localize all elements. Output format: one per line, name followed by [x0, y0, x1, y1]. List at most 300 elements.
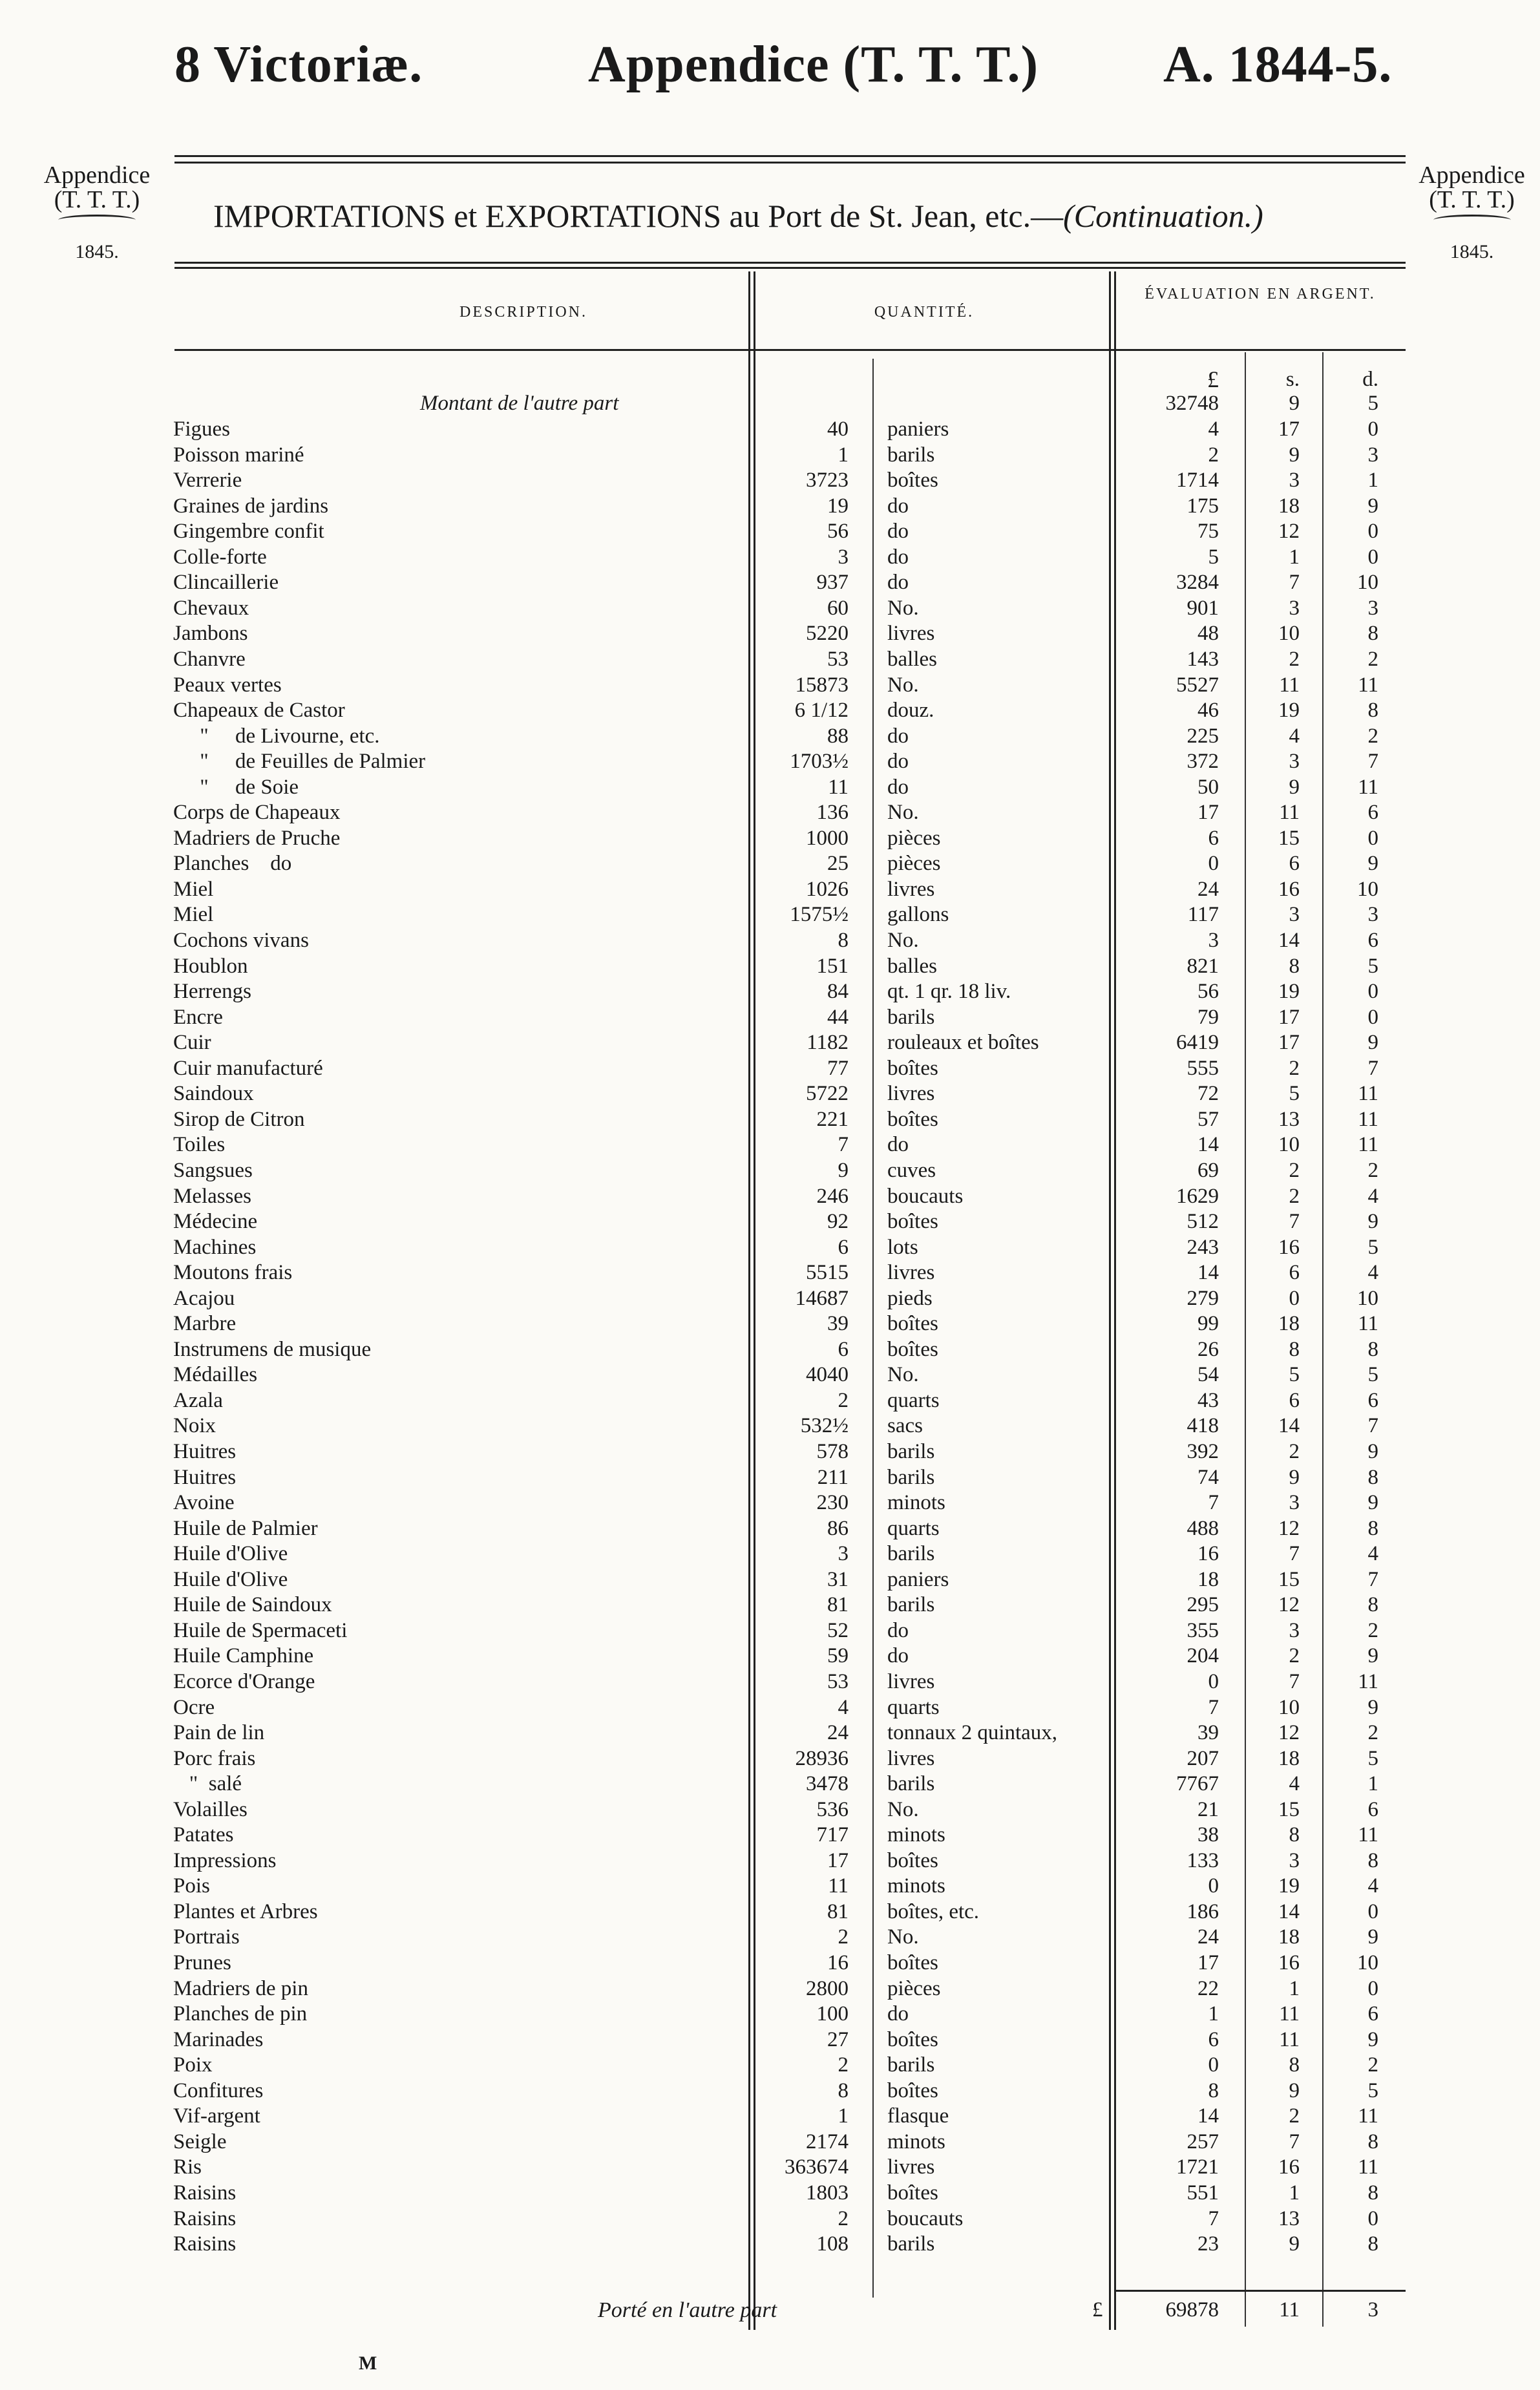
row-pounds: 22 [1197, 1976, 1219, 2000]
row-pounds: 0 [1208, 852, 1219, 876]
row-pence: 5 [1367, 2078, 1378, 2102]
row-description: Machines [173, 1235, 257, 1259]
row-quantity: 53 [827, 647, 849, 671]
row-pence: 4 [1367, 1542, 1378, 1566]
carry-out-pounds: 69878 [1165, 2298, 1219, 2321]
row-pence: 9 [1367, 2027, 1378, 2051]
row-description: Ocre [173, 1695, 215, 1719]
row-pounds: 204 [1187, 1644, 1219, 1668]
row-description: Huile de Saindoux [173, 1593, 332, 1617]
row-quantity: 4 [838, 1695, 849, 1719]
row-unit: pièces [887, 1976, 941, 2000]
row-pence: 5 [1367, 1746, 1378, 1770]
row-pounds: 207 [1187, 1746, 1219, 1770]
row-shillings: 18 [1278, 1746, 1300, 1770]
row-quantity: 19 [827, 494, 849, 518]
row-pounds: 24 [1197, 877, 1219, 901]
row-quantity: 11 [828, 775, 849, 799]
row-description: Huitres [173, 1465, 237, 1489]
row-shillings: 2 [1289, 1440, 1300, 1463]
row-unit: livres [887, 877, 935, 901]
row-pence: 11 [1358, 1312, 1378, 1336]
row-quantity: 17 [827, 1848, 849, 1872]
row-pounds: 117 [1187, 903, 1219, 927]
row-pence: 3 [1367, 596, 1378, 620]
row-quantity: 151 [816, 954, 849, 978]
row-quantity: 92 [827, 1210, 849, 1234]
row-quantity: 2174 [806, 2130, 849, 2153]
row-unit: cuves [887, 1158, 936, 1182]
header-appendix: Appendice (T. T. T.) [588, 36, 1039, 93]
row-description: " de Feuilles de Palmier [173, 750, 426, 774]
row-pounds: 175 [1187, 494, 1219, 518]
carry-in-pence: 5 [1367, 392, 1378, 415]
row-shillings: 18 [1278, 1312, 1300, 1336]
row-quantity: 25 [827, 852, 849, 876]
row-shillings: 6 [1289, 852, 1300, 876]
table-row [0, 1286, 1540, 1312]
row-quantity: 536 [816, 1797, 849, 1821]
row-pounds: 14 [1197, 1133, 1219, 1157]
row-pence: 11 [1358, 775, 1378, 799]
row-description: Seigle [173, 2130, 227, 2153]
row-description: Planches do [173, 852, 292, 876]
row-description: Confitures [173, 2078, 264, 2102]
row-pence: 8 [1367, 1465, 1378, 1489]
row-shillings: 17 [1278, 418, 1300, 441]
row-shillings: 15 [1278, 1567, 1300, 1591]
table-row [0, 1209, 1540, 1235]
row-unit: boîtes [887, 1107, 938, 1131]
row-quantity: 6 [838, 1337, 849, 1361]
row-description: Pois [173, 1874, 210, 1898]
row-description: Azala [173, 1388, 223, 1412]
row-quantity: 221 [816, 1107, 849, 1131]
row-unit: livres [887, 1261, 935, 1285]
row-description: Saindoux [173, 1082, 254, 1106]
unit-pounds: £ [1207, 366, 1219, 392]
row-pence: 2 [1367, 2053, 1378, 2077]
table-row [0, 902, 1540, 928]
table-row [0, 2078, 1540, 2104]
row-pence: 8 [1367, 1848, 1378, 1872]
row-shillings: 19 [1278, 980, 1300, 1004]
row-pence: 3 [1367, 443, 1378, 467]
row-unit: barils [887, 2053, 935, 2077]
row-shillings: 3 [1289, 469, 1300, 492]
row-description: Médailles [173, 1363, 258, 1387]
side-note-code: (T. T. T.) [54, 186, 140, 213]
row-unit: pieds [887, 1286, 933, 1310]
row-unit: do [887, 750, 909, 774]
table-row [0, 800, 1540, 826]
row-shillings: 6 [1289, 1261, 1300, 1285]
row-description: Huile Camphine [173, 1644, 314, 1668]
row-pence: 8 [1367, 622, 1378, 646]
row-shillings: 14 [1278, 1899, 1300, 1923]
side-note-label: Appendice [43, 162, 151, 189]
table-row [0, 2181, 1540, 2206]
row-pence: 1 [1367, 1772, 1378, 1796]
row-quantity: 1 [838, 2104, 849, 2128]
row-description: Huile d'Olive [173, 1542, 288, 1566]
row-shillings: 11 [1279, 2002, 1300, 2026]
currency-units-row [0, 367, 1540, 393]
row-quantity: 1803 [806, 2181, 849, 2205]
side-note-label: Appendice [1419, 162, 1525, 189]
table-row [0, 2002, 1540, 2027]
table-row [0, 519, 1540, 545]
table-row [0, 1797, 1540, 1823]
row-pence: 9 [1367, 1695, 1378, 1719]
table-row [0, 826, 1540, 852]
table-row [0, 1899, 1540, 1925]
row-quantity: 5722 [806, 1082, 849, 1106]
row-quantity: 1703½ [790, 750, 849, 774]
row-description: " de Livourne, etc. [173, 724, 380, 748]
table-row [0, 596, 1540, 622]
row-quantity: 1000 [806, 826, 849, 850]
side-note-left [29, 163, 165, 264]
row-unit: do [887, 1618, 909, 1642]
row-quantity: 53 [827, 1669, 849, 1693]
row-quantity: 88 [827, 724, 849, 748]
row-description: " salé [173, 1772, 242, 1796]
row-shillings: 2 [1289, 1056, 1300, 1080]
row-unit: do [887, 2002, 909, 2026]
row-description: Toiles [173, 1133, 226, 1157]
table-row [0, 1005, 1540, 1031]
row-unit: barils [887, 1440, 935, 1463]
row-unit: No. [887, 1925, 919, 1949]
row-pence: 11 [1358, 1823, 1378, 1847]
row-pounds: 99 [1197, 1312, 1219, 1336]
row-pence: 11 [1358, 1107, 1378, 1131]
table-row [0, 2027, 1540, 2053]
row-description: Graines de jardins [173, 494, 329, 518]
table-row [0, 1081, 1540, 1107]
row-pounds: 18 [1197, 1567, 1219, 1591]
table-row [0, 545, 1540, 571]
row-unit: boîtes [887, 469, 938, 492]
row-unit: barils [887, 1005, 935, 1029]
row-pence: 9 [1367, 1491, 1378, 1515]
row-quantity: 5515 [806, 1261, 849, 1285]
table-row [0, 698, 1540, 724]
row-shillings: 3 [1289, 903, 1300, 927]
row-shillings: 6 [1289, 1388, 1300, 1412]
row-quantity: 31 [827, 1567, 849, 1591]
row-unit: boîtes [887, 1210, 938, 1234]
table-row [0, 1823, 1540, 1848]
row-pounds: 488 [1187, 1516, 1219, 1540]
row-quantity: 86 [827, 1516, 849, 1540]
row-pounds: 1 [1208, 2002, 1219, 2026]
row-shillings: 11 [1279, 801, 1300, 825]
header-rule-top-2 [174, 267, 1406, 269]
row-shillings: 7 [1289, 571, 1300, 595]
row-pence: 4 [1367, 1874, 1378, 1898]
row-quantity: 1575½ [790, 903, 849, 927]
table-row [0, 1618, 1540, 1644]
row-shillings: 12 [1278, 1721, 1300, 1745]
row-pounds: 23 [1197, 2232, 1219, 2256]
row-quantity: 100 [816, 2002, 849, 2026]
row-pence: 0 [1367, 545, 1378, 569]
row-pounds: 243 [1187, 1235, 1219, 1259]
row-quantity: 8 [838, 2078, 849, 2102]
table-row [0, 494, 1540, 520]
row-quantity: 2800 [806, 1976, 849, 2000]
row-quantity: 2 [838, 2053, 849, 2077]
row-pounds: 69 [1197, 1158, 1219, 1182]
row-unit: do [887, 775, 909, 799]
row-pounds: 7767 [1176, 1772, 1219, 1796]
table-row [0, 1771, 1540, 1797]
row-quantity: 24 [827, 1721, 849, 1745]
row-pence: 0 [1367, 826, 1378, 850]
row-shillings: 19 [1278, 699, 1300, 723]
row-pence: 11 [1358, 673, 1378, 697]
row-unit: boîtes, etc. [887, 1899, 980, 1923]
row-shillings: 1 [1289, 2181, 1300, 2205]
table-row [0, 1567, 1540, 1593]
row-description: Melasses [173, 1184, 251, 1208]
row-shillings: 14 [1278, 929, 1300, 952]
row-description: Noix [173, 1414, 216, 1438]
row-description: Jambons [173, 622, 248, 646]
row-shillings: 17 [1278, 1005, 1300, 1029]
row-pence: 4 [1367, 1184, 1378, 1208]
row-unit: livres [887, 1669, 935, 1693]
table-row [0, 647, 1540, 673]
row-unit: quarts [887, 1516, 940, 1540]
table-row [0, 1669, 1540, 1695]
row-quantity: 8 [838, 929, 849, 952]
row-quantity: 1 [838, 443, 849, 467]
row-quantity: 717 [816, 1823, 849, 1847]
table-row [0, 1413, 1540, 1439]
row-quantity: 81 [827, 1899, 849, 1923]
row-unit: boîtes [887, 2027, 938, 2051]
row-pence: 9 [1367, 1925, 1378, 1949]
row-quantity: 3 [838, 545, 849, 569]
row-pence: 8 [1367, 2181, 1378, 2205]
row-pounds: 16 [1197, 1542, 1219, 1566]
row-quantity: 1026 [806, 877, 849, 901]
row-shillings: 9 [1289, 1465, 1300, 1489]
row-unit: do [887, 1133, 909, 1157]
row-pence: 0 [1367, 418, 1378, 441]
row-unit: paniers [887, 1567, 949, 1591]
table-row [0, 1490, 1540, 1516]
row-pounds: 17 [1197, 1951, 1219, 1974]
side-note-year: 1845. [75, 241, 119, 262]
row-unit: do [887, 1644, 909, 1668]
row-pence: 9 [1367, 1644, 1378, 1668]
row-pounds: 3284 [1176, 571, 1219, 595]
table-row [0, 2155, 1540, 2181]
carry-out-row [0, 2298, 1540, 2323]
row-description: Pain de lin [173, 1721, 265, 1745]
row-description: Acajou [173, 1286, 235, 1310]
row-description: Cochons vivans [173, 929, 309, 952]
row-pence: 2 [1367, 1721, 1378, 1745]
row-pounds: 79 [1197, 1005, 1219, 1029]
row-shillings: 11 [1279, 673, 1300, 697]
row-pounds: 7 [1208, 1491, 1219, 1515]
row-pounds: 551 [1187, 2181, 1219, 2205]
row-pence: 11 [1358, 1133, 1378, 1157]
row-unit: paniers [887, 418, 949, 441]
row-shillings: 2 [1289, 2104, 1300, 2128]
row-pounds: 14 [1197, 2104, 1219, 2128]
side-note-code: (T. T. T.) [1429, 186, 1515, 213]
row-quantity: 2 [838, 1925, 849, 1949]
table-row [0, 2104, 1540, 2130]
row-pence: 6 [1367, 2002, 1378, 2026]
row-unit: boîtes [887, 1848, 938, 1872]
row-pounds: 1721 [1176, 2155, 1219, 2179]
row-description: Vif-argent [173, 2104, 260, 2128]
row-unit: barils [887, 1593, 935, 1617]
row-quantity: 3478 [806, 1772, 849, 1796]
row-pounds: 392 [1187, 1440, 1219, 1463]
table-row [0, 1362, 1540, 1388]
row-description: Sirop de Citron [173, 1107, 305, 1131]
table-row [0, 570, 1540, 596]
table-row [0, 1592, 1540, 1618]
row-shillings: 4 [1289, 724, 1300, 748]
row-quantity: 246 [816, 1184, 849, 1208]
table-row [0, 1388, 1540, 1414]
row-shillings: 4 [1289, 1772, 1300, 1796]
carry-in-label: Montant de l'autre part [420, 392, 619, 415]
row-pence: 2 [1367, 724, 1378, 748]
row-description: Raisins [173, 2232, 237, 2256]
row-pence: 5 [1367, 1363, 1378, 1387]
row-pounds: 48 [1197, 622, 1219, 646]
row-shillings: 3 [1289, 1618, 1300, 1642]
row-pounds: 43 [1197, 1388, 1219, 1412]
row-pence: 8 [1367, 1516, 1378, 1540]
row-description: Instrumens de musique [173, 1337, 372, 1361]
row-unit: boucauts [887, 1184, 964, 1208]
row-pence: 10 [1357, 1951, 1378, 1974]
row-description: Marbre [173, 1312, 237, 1336]
table-row [0, 724, 1540, 750]
row-unit: do [887, 520, 909, 544]
row-description: Chanvre [173, 647, 246, 671]
row-pence: 8 [1367, 699, 1378, 723]
row-unit: boîtes [887, 2078, 938, 2102]
table-row [0, 1720, 1540, 1746]
table-row [0, 1848, 1540, 1874]
row-unit: No. [887, 801, 919, 825]
row-quantity: 6 [838, 1235, 849, 1259]
row-pounds: 26 [1197, 1337, 1219, 1361]
row-pounds: 6 [1208, 826, 1219, 850]
row-shillings: 15 [1278, 826, 1300, 850]
unit-shillings: s. [1285, 368, 1300, 391]
row-unit: minots [887, 1491, 945, 1515]
signature-mark: M [359, 2353, 377, 2374]
row-quantity: 136 [816, 801, 849, 825]
row-pounds: 4 [1208, 418, 1219, 441]
row-unit: gallons [887, 903, 949, 927]
row-pounds: 6 [1208, 2027, 1219, 2051]
row-pounds: 5 [1208, 545, 1219, 569]
row-unit: barils [887, 2232, 935, 2256]
table-row [0, 443, 1540, 469]
table-row [0, 1132, 1540, 1158]
table-row [0, 1925, 1540, 1951]
row-unit: boîtes [887, 2181, 938, 2205]
row-pounds: 75 [1197, 520, 1219, 544]
row-description: Miel [173, 877, 214, 901]
row-shillings: 18 [1278, 1925, 1300, 1949]
row-unit: quarts [887, 1695, 940, 1719]
row-shillings: 12 [1278, 1593, 1300, 1617]
row-description: Cuir manufacturé [173, 1056, 323, 1080]
row-pence: 8 [1367, 1337, 1378, 1361]
row-description: Clincaillerie [173, 571, 279, 595]
table-row [0, 1311, 1540, 1337]
row-unit: No. [887, 929, 919, 952]
row-pence: 6 [1367, 801, 1378, 825]
row-shillings: 2 [1289, 1644, 1300, 1668]
row-quantity: 230 [816, 1491, 849, 1515]
row-pence: 0 [1367, 520, 1378, 544]
row-pounds: 279 [1187, 1286, 1219, 1310]
row-pounds: 7 [1208, 2206, 1219, 2230]
row-pounds: 72 [1197, 1082, 1219, 1106]
row-description: Madriers de Pruche [173, 826, 341, 850]
row-unit: balles [887, 954, 937, 978]
row-quantity: 14687 [795, 1286, 849, 1310]
row-pence: 8 [1367, 2130, 1378, 2153]
table-row [0, 1874, 1540, 1899]
row-quantity: 81 [827, 1593, 849, 1617]
row-pounds: 133 [1187, 1848, 1219, 1872]
table-row [0, 1465, 1540, 1491]
column-header-description: DESCRIPTION. [459, 304, 587, 321]
row-quantity: 1182 [807, 1031, 849, 1055]
row-shillings: 16 [1278, 1235, 1300, 1259]
row-pounds: 17 [1197, 801, 1219, 825]
row-pence: 9 [1367, 494, 1378, 518]
row-pence: 8 [1367, 2232, 1378, 2256]
row-description: Moutons frais [173, 1261, 293, 1285]
row-unit: boîtes [887, 1337, 938, 1361]
title-rule-top [174, 155, 1406, 157]
row-unit: do [887, 494, 909, 518]
row-pence: 6 [1367, 929, 1378, 952]
row-description: Marinades [173, 2027, 264, 2051]
row-quantity: 532½ [800, 1414, 849, 1438]
row-quantity: 4040 [806, 1363, 849, 1387]
row-pounds: 372 [1187, 750, 1219, 774]
table-row [0, 2206, 1540, 2232]
table-row [0, 1439, 1540, 1465]
row-pence: 11 [1358, 1669, 1378, 1693]
row-unit: minots [887, 1823, 945, 1847]
row-pence: 9 [1367, 852, 1378, 876]
row-unit: minots [887, 2130, 945, 2153]
row-pounds: 0 [1208, 2053, 1219, 2077]
table-row [0, 468, 1540, 494]
table-row [0, 673, 1540, 699]
